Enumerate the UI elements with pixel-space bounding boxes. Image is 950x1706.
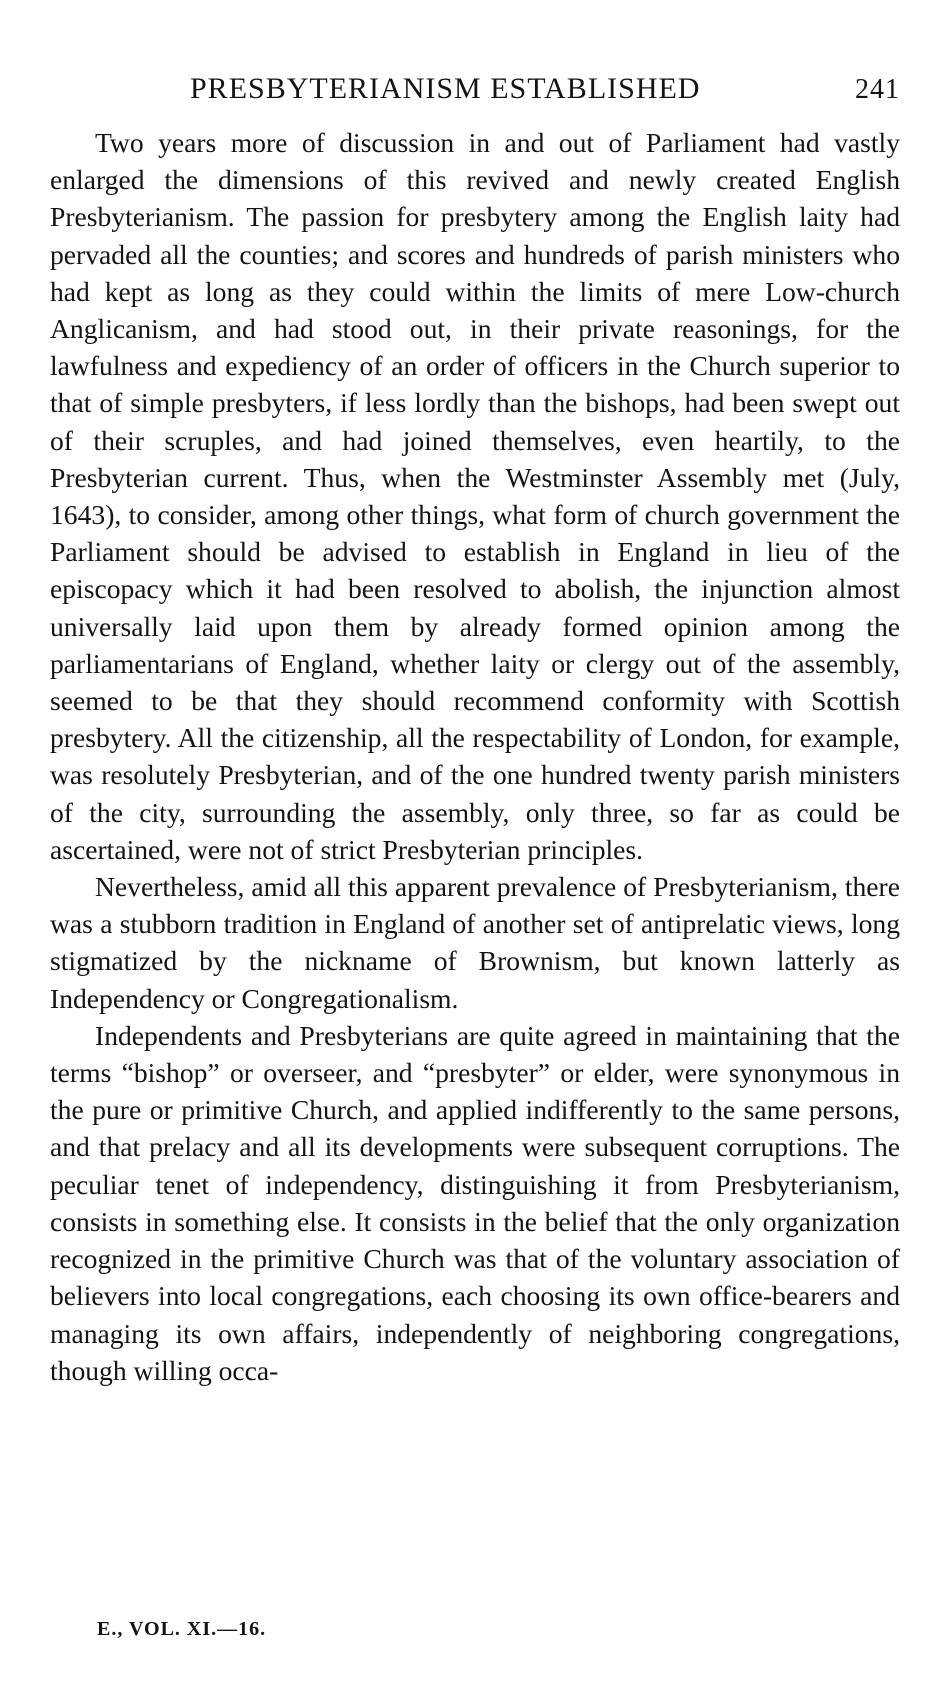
body-text [50,124,900,1389]
page-number: 241 [855,74,900,105]
paragraph-1: Two years more of discussion in and out of Parliament had vastly enlarged the dimensions of this revived and newly created English Presbyterianism. The passion for presbytery among the English laity had pervaded all the counties; and scores and hundreds of parish ministers who had kept as long as they could within the limits of mere Low-church Anglicanism, and had stood out, in their private reasonings, for the lawfulness and expediency of an order of officers in the Church superior to that of simple presbyters, if less lordly than the bishops, had been swept out of their scruples, and had joined themselves, even heartily, to the Presbyterian current. Thus, when the Westminster Assembly met (July, 1643), to consider, among other things, what form of church government the Parliament should be advised to establish in England in lieu of the episcopacy which it had been resolved to abolish, the injunction almost universally laid upon them by already formed opinion among the parliamentarians of England, whether laity or clergy out of the assembly, seemed to be that they should recommend conformity with Scottish presbytery. All the citizenship, all the respectability of London, for example, was resolutely Presbyterian, and of the one hundred twenty parish ministers of the city, surrounding the assembly, only three, so far as could be ascertained, were not of strict Presbyterian principles. [50,127,900,865]
paragraph-2: Nevertheless, amid all this apparent prevalence of Presbyterianism, there was a stubborn tradition in England of another set of antiprelatic views, long stigmatized by the nickname of Brownism, but known latterly as Independency or Congregationalism. [50,871,900,1014]
paragraph-3: Independents and Presbyterians are quite agreed in maintaining that the terms “bishop” or overseer, and “presbyter” or elder, were synonymous in the pure or primitive Church, and applied indifferently to the same persons, and that prelacy and all its developments were subsequent corruptions. The peculiar tenet of independency, distinguishing it from Presbyterianism, consists in something else. It consists in the belief that the only organization recognized in the primitive Church was that of the voluntary association of believers into local congregations, each choosing its own office-bearers and managing its own affairs, independently of neighboring congregations, though willing occa- [50,1019,900,1386]
book-page [50,72,900,1389]
signature-mark: E., VOL. XI.—16. [97,1618,267,1640]
running-title: PRESBYTERIANISM ESTABLISHED [190,72,701,105]
running-head [50,72,900,124]
